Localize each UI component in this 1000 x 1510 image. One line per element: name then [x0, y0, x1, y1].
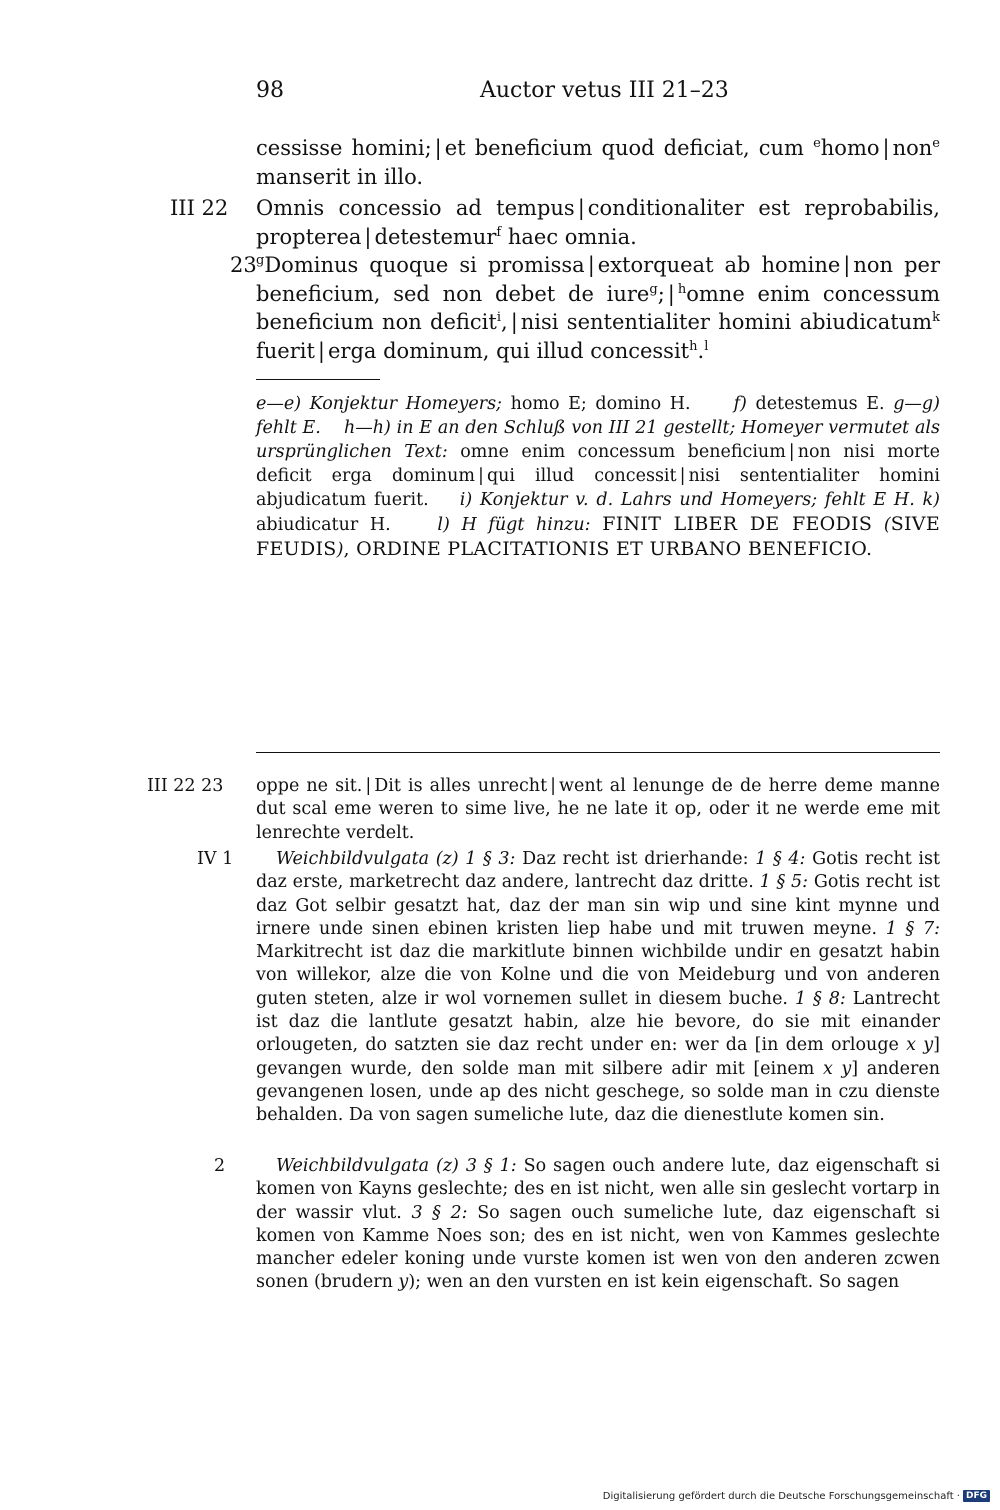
page-number: 98 [256, 78, 284, 103]
margin-label-IV-1: IV 1 [197, 849, 234, 869]
margin-label-III-22: III 22 [170, 196, 229, 220]
main-block-3: $^g$Dominus quoque si promissa | extorqueat ab homine | non per beneficium, sed non debet de iure$^g$; | $^h$omne enim concessum beneficium non deficit$^i$, | nisi sententialiter homini abiudicatum$^k$ fuerit | erga dominum, qui illud concessit$^h$.$^l$ [256, 253, 940, 363]
margin-label-23: 23 [230, 253, 257, 277]
credit-text: Digitalisierung gefördert durch die Deutsche Forschungsgemeinschaft · [602, 1490, 960, 1502]
lower-paragraph-1: oppe ne sit. | Dit is alles unrecht | went al lenunge de de herre deme manne dut scal eme weren to sime live, he ne late it op, oder it ne werde eme mit lenrechte verdelt. [256, 776, 940, 843]
margin-label-2: 2 [214, 1156, 226, 1176]
main-block-2: Omnis concessio ad tempus | conditionaliter est reprobabilis, propterea | detestemur$^f$ haec omnia. [256, 196, 940, 249]
main-block-1: cessisse homini; | et beneficium quod deficiat, cum $^e$homo | non$^e$ manserit in illo. [256, 136, 940, 189]
dfg-logo-icon: DFG [963, 1490, 990, 1502]
section-divider [256, 752, 940, 753]
running-title: Auctor vetus III 21–23 [480, 78, 729, 103]
lower-paragraph-3: Weichbildvulgata (z) 3 § 1: So sagen ouch andere lute, daz eigenschaft si komen von Kayns geslechte; des en ist nicht, wen alle sin geslecht vortarp in der wassir vlut. 3 § 2: So sagen ouch sumeliche lute, daz eigenschaft si komen von Kamme Noes son; des en ist nicht, wen von Kammes geslechte mancher edeler koning unde vurste komen ist wen von den anderen zcwen sonen (brudern y); wen an den vursten en ist kein eigenschaft. So sagen [256, 1156, 940, 1293]
lower-paragraph-2: Weichbildvulgata (z) 1 § 3: Daz recht ist drierhande: 1 § 4: Gotis recht ist daz erste, marketrecht daz andere, lantrecht daz dritte. 1 § 5: Gotis recht ist daz Got selbir gesatzt hat, daz der man sin wip und sine kint mynne und irnere unde sinen ebinen kristen liep habe und mit truwen meyne. 1 § 7: Markitrecht ist daz die markitlute binnen wichbilde undir en gesatzt habin von willekor, alze die von Kolne und die von Meideburg und von anderen guten steten, alze ir wol vornemen sullet in diesem buche. 1 § 8: Lantrecht ist daz die lantlute gesatzt habin, alze hie bevore, do sie mit einander orlougeten, do satzten sie daz recht under en: wer da [in dem orlouge x y] gevangen wurde, den solde man mit silbere adir mit [einem x y] anderen gevangenen losen, unde ap des nicht geschege, so solde man in czu dienste behalden. Da von sagen sumeliche lute, daz die dienestlute komen sin. [256, 849, 940, 1126]
digitization-credit [603, 1490, 990, 1502]
footnote-rule [256, 379, 380, 380]
footnotes: e—e) Konjektur Homeyers; homo E; domino H. f) detestemus E. g—g) fehlt E. h—h) in E an den Schluß von III 21 gestellt; Homeyer vermutet als ursprünglichen Text: omne enim concessum beneficium | non nisi morte deficit erga dominum | qui illud concessit | nisi sententialiter homini abjudicatum fuerit. i) Konjektur v. d. Lahrs und Homeyers; fehlt E H. k) abiudicatur H. l) H fügt hinzu: FINIT LIBER DE FEODIS (SIVE FEUDIS), ORDINE PLACITATIONIS ET URBANO BENEFICIO. [256, 394, 940, 560]
margin-label-III-22-23: III 22 23 [147, 776, 224, 796]
